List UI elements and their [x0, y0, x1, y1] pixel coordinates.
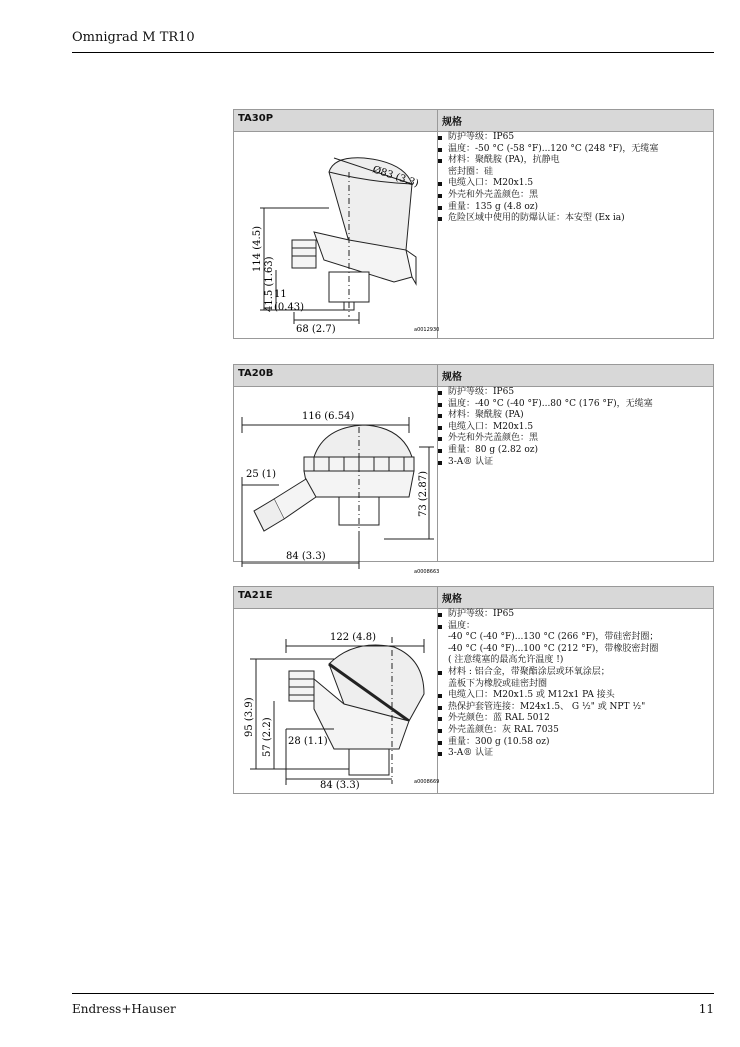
spec-header: 规格	[438, 110, 714, 132]
spec-item: 防护等级：IP65	[438, 387, 713, 399]
spec-item: 材料：聚酰胺 (PA)	[438, 410, 713, 422]
height-label: 73 (2.87)	[418, 471, 429, 517]
document-header-title: Omnigrad M TR10	[72, 30, 195, 45]
spec-item: 3-A® 认证	[438, 748, 713, 760]
spec-list	[438, 609, 713, 760]
width-label: 68 (2.7)	[296, 324, 336, 335]
spec-item: 重量：80 g (2.82 oz)	[438, 445, 713, 457]
spec-item: 材料 : 铝合金，带聚酯涂层或环氧涂层；	[438, 667, 713, 679]
left-dim-label: 25 (1)	[246, 469, 277, 480]
model-name: TA20B	[234, 365, 438, 387]
spec-item: 外壳颜色：蓝 RAL 5012	[438, 713, 713, 725]
figure-code: a0012930	[414, 327, 440, 333]
spec-item: -40 °C (-40 °F)...100 °C (212 °F)，带橡胶密封圈	[448, 643, 659, 654]
spec-item: 外壳和外壳盖颜色：黑	[438, 190, 713, 202]
width-top-label: 122 (4.8)	[330, 632, 376, 643]
spec-header: 规格	[438, 365, 714, 387]
spec-item: 危险区域中使用的防爆认证：本安型 (Ex ia)	[438, 213, 713, 225]
spec-item: 热保护套管连接：M24x1.5、 G ½" 或 NPT ½"	[438, 702, 713, 714]
spec-item: 电缆入口：M20x1.5	[438, 178, 713, 190]
figure-code: a0008669	[414, 779, 440, 785]
spec-item: 重量：300 g (10.58 oz)	[438, 737, 713, 749]
spec-item: 温度：-40 °C (-40 °F)...80 °C (176 °F)，无缆塞	[438, 399, 713, 411]
height-label: 95 (3.9)	[244, 697, 255, 737]
spec-item: 电缆入口：M20x1.5	[438, 422, 713, 434]
spec-item: 3-A® 认证	[438, 457, 713, 469]
dimension-drawing-cell	[234, 387, 440, 575]
spec-item: 温度：-50 °C (-58 °F)...120 °C (248 °F)，无缆塞	[438, 144, 713, 156]
spec-table-ta20b	[233, 364, 714, 575]
spec-list	[438, 132, 713, 225]
ta30p-dimension-drawing	[234, 132, 440, 335]
diameter-label: Ø83 (3.3)	[371, 164, 420, 190]
spec-header: 规格	[438, 587, 714, 609]
spec-list-cell	[438, 609, 714, 794]
dimension-drawing-cell	[234, 609, 438, 794]
spec-table-ta30p	[233, 109, 714, 339]
figure-code: a0008663	[414, 569, 440, 575]
header-rule	[72, 52, 714, 53]
small-dim-inch-label: (0.43)	[274, 302, 305, 313]
width-bottom-label: 84 (3.3)	[286, 551, 326, 562]
spec-item: 外壳和外壳盖颜色：黑	[438, 433, 713, 445]
mid-height-label: 57 (2.2)	[262, 717, 273, 757]
page-number: 11	[698, 1002, 714, 1016]
model-name: TA30P	[234, 110, 438, 132]
low-height-label: 41.5 (1.63)	[264, 256, 275, 312]
width-top-label: 116 (6.54)	[302, 411, 355, 422]
footer-rule	[72, 993, 714, 994]
spec-item: 电缆入口：M20x1.5 或 M12x1 PA 接头	[438, 690, 713, 702]
footer-brand: Endress+Hauser	[72, 1002, 176, 1016]
spec-item: 防护等级：IP65	[438, 609, 713, 621]
model-name: TA21E	[234, 587, 438, 609]
spec-list-cell	[438, 387, 714, 562]
spec-list-cell	[438, 132, 714, 339]
dimension-drawing-cell	[234, 132, 438, 339]
spec-item: -40 °C (-40 °F)...130 °C (266 °F)，带硅密封圈；	[448, 632, 659, 643]
left-dim-label: 28 (1.1)	[288, 736, 328, 747]
spec-item: 密封圈：硅	[448, 166, 494, 177]
ta20b-dimension-drawing	[234, 387, 440, 575]
width-bottom-label: 84 (3.3)	[320, 780, 360, 791]
small-dim-label: 11	[274, 289, 287, 300]
spec-item: 外壳盖颜色：灰 RAL 7035	[438, 725, 713, 737]
spec-item: ( 注意缆塞的最高允许温度 !)	[448, 655, 564, 666]
spec-item: 温度：	[438, 621, 713, 633]
spec-table-ta21e	[233, 586, 714, 794]
ta21e-dimension-drawing	[234, 609, 440, 791]
spec-item: 盖板下为橡胶或硅密封圈	[448, 678, 548, 689]
spec-item: 防护等级：IP65	[438, 132, 713, 144]
spec-list	[438, 387, 713, 468]
height-label: 114 (4.5)	[252, 226, 263, 272]
spec-item: 材料：聚酰胺 (PA)，抗静电	[438, 155, 713, 167]
spec-item: 重量：135 g (4.8 oz)	[438, 202, 713, 214]
